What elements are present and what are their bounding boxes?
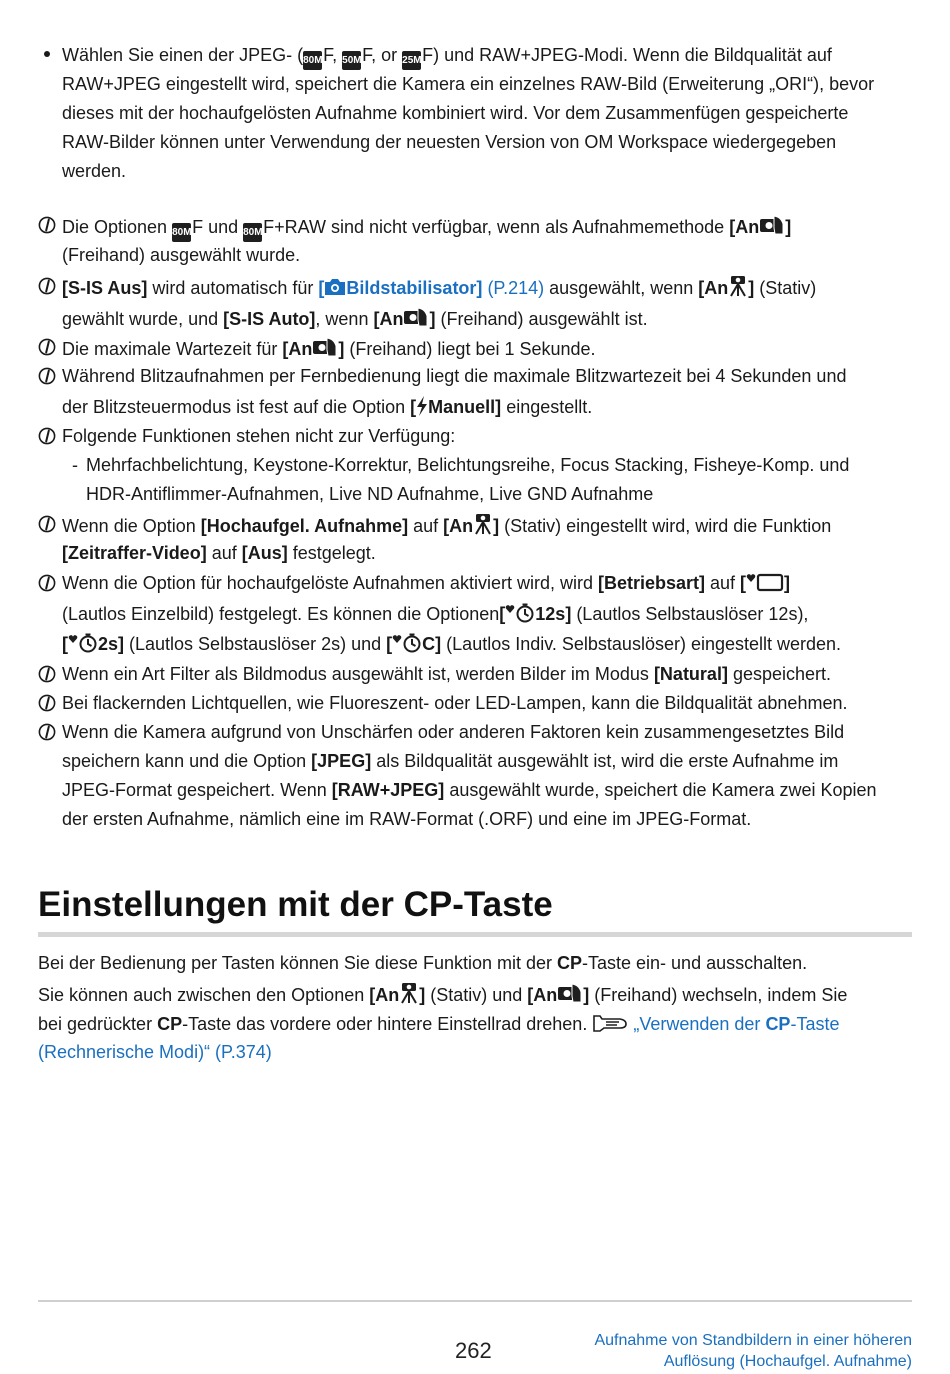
note-icon bbox=[38, 515, 56, 533]
note-icon bbox=[38, 367, 56, 385]
text: Wählen Sie einen der JPEG- ( bbox=[62, 45, 304, 65]
text: ] bbox=[338, 339, 345, 359]
text: eingestellt. bbox=[501, 397, 593, 417]
reference-hand-icon bbox=[592, 1013, 628, 1033]
text: (Stativ) bbox=[754, 278, 817, 298]
chapter-link[interactable] bbox=[594, 1330, 912, 1372]
bullet-line: RAW+JPEG eingestellt wird, speichert die Kamera ein einzelnes RAW-Bild (Erweiterung „ORI“), bevor bbox=[62, 74, 875, 94]
heading-rule bbox=[38, 932, 912, 937]
handheld-icon bbox=[557, 982, 583, 1004]
handheld-icon bbox=[403, 306, 429, 328]
an-label: [An bbox=[729, 217, 760, 237]
text: [Betriebsart] bbox=[597, 573, 705, 593]
silent-heart-icon bbox=[505, 604, 515, 614]
text: ] bbox=[748, 278, 755, 298]
cp-label: CP bbox=[557, 953, 583, 973]
bullet-line: werden. bbox=[62, 161, 127, 181]
an-label: [An bbox=[282, 339, 313, 359]
text: [JPEG] bbox=[311, 751, 372, 771]
note-icon bbox=[38, 427, 56, 445]
note-icon bbox=[38, 723, 56, 741]
text: [RAW+JPEG] bbox=[331, 780, 445, 800]
an-label: [An bbox=[527, 985, 558, 1005]
note-line: Mehrfachbelichtung, Keystone-Korrektur, Belichtungsreihe, Focus Stacking, Fisheye-Komp. und bbox=[86, 455, 850, 475]
image-size-50m-icon: 50M bbox=[342, 51, 361, 70]
note-icon bbox=[38, 694, 56, 712]
image-size-25m-icon: 25M bbox=[402, 51, 421, 70]
text: C] bbox=[422, 634, 442, 654]
text: (Stativ) eingestellt wird, wird die Funktion bbox=[499, 516, 832, 536]
flash-icon bbox=[416, 396, 428, 416]
camera-icon[interactable] bbox=[324, 277, 346, 297]
text: wird automatisch für bbox=[147, 278, 319, 298]
note-icon bbox=[38, 338, 56, 356]
text: ] bbox=[784, 573, 791, 593]
text: -Taste das vordere oder hintere Einstellrad drehen. bbox=[182, 1014, 593, 1034]
page-number: 262 bbox=[455, 1338, 492, 1363]
image-size-80m-icon: 80M bbox=[303, 51, 322, 70]
note-line bbox=[62, 633, 841, 657]
tripod-icon bbox=[728, 275, 748, 297]
text: (Freihand) wechseln, indem Sie bbox=[589, 985, 848, 1005]
text: Wenn ein Art Filter als Bildmodus ausgewählt ist, werden Bilder im Modus bbox=[62, 664, 654, 684]
text: F, or bbox=[362, 45, 403, 65]
self-timer-icon bbox=[402, 633, 422, 653]
note-line bbox=[62, 275, 816, 299]
text: gespeichert. bbox=[727, 664, 832, 684]
text: bei gedrückter bbox=[38, 1014, 158, 1034]
text: speichern kann und die Option bbox=[62, 751, 312, 771]
text: ] bbox=[429, 309, 436, 329]
text: F+RAW sind nicht verfügbar, wenn als Aufnahmemethode bbox=[263, 217, 730, 237]
note-line: Während Blitzaufnahmen per Fernbedienung liegt die maximale Blitzwartezeit bei 4 Sekunden und bbox=[62, 366, 847, 386]
text: (Lautlos Selbstauslöser 12s), bbox=[571, 604, 809, 624]
silent-heart-icon bbox=[68, 634, 78, 644]
note-line bbox=[62, 396, 592, 420]
text: Bei der Bedienung per Tasten können Sie diese Funktion mit der bbox=[38, 953, 557, 973]
text: (Lautlos Indiv. Selbstauslöser) eingestellt werden. bbox=[441, 634, 842, 654]
bullet-line: dieses mit der hochaufgelösten Aufnahme kombiniert wird. Vor dem Zusammenfügen gespeicherte bbox=[62, 103, 849, 123]
note-line: Wenn die Kamera aufgrund von Unschärfen oder anderen Faktoren kein zusammengesetztes Bild bbox=[62, 722, 845, 742]
text: ausgewählt, wenn bbox=[544, 278, 699, 298]
image-size-80m-icon: 80M bbox=[172, 223, 191, 242]
cp-label: CP bbox=[157, 1014, 183, 1034]
bullet-line bbox=[62, 44, 832, 68]
text: auf bbox=[206, 543, 242, 563]
text: [ bbox=[62, 634, 68, 654]
text: F, bbox=[323, 45, 343, 65]
note-line: (Freihand) ausgewählt wurde. bbox=[62, 245, 301, 265]
text: Wenn die Option für hochaufgelöste Aufnahmen aktiviert wird, wird bbox=[62, 573, 598, 593]
text: [S-IS Aus] bbox=[62, 278, 148, 298]
text: gewählt wurde, und bbox=[62, 309, 224, 329]
image-size-80m-icon: 80M bbox=[243, 223, 262, 242]
note-line: Bei flackernden Lichtquellen, wie Fluoreszent- oder LED-Lampen, kann die Bildqualität abnehmen. bbox=[62, 693, 848, 713]
self-timer-icon bbox=[515, 603, 535, 623]
note-line: Folgende Funktionen stehen nicht zur Verfügung: bbox=[62, 426, 456, 446]
note-line bbox=[62, 603, 808, 627]
text: ] bbox=[419, 985, 426, 1005]
note-line bbox=[62, 779, 877, 803]
text: Die Optionen bbox=[62, 217, 173, 237]
link-page-374[interactable]: (Rechnerische Modi)“ (P.374) bbox=[38, 1042, 272, 1062]
text: Manuell] bbox=[428, 397, 502, 417]
text: [ bbox=[386, 634, 393, 654]
note-icon bbox=[38, 277, 56, 295]
text: der Blitzsteuermodus ist fest auf die Option bbox=[62, 397, 411, 417]
footer-rule bbox=[38, 1300, 912, 1302]
handheld-icon bbox=[312, 336, 338, 358]
section-line bbox=[38, 1013, 839, 1037]
self-timer-icon bbox=[78, 633, 98, 653]
text: , wenn bbox=[315, 309, 374, 329]
link-cp[interactable]: CP bbox=[765, 1014, 791, 1034]
text: [ bbox=[410, 397, 417, 417]
silent-heart-icon bbox=[746, 573, 756, 583]
text: [Natural] bbox=[653, 664, 728, 684]
link-verwenden[interactable]: „Verwenden der bbox=[633, 1014, 766, 1034]
tripod-icon bbox=[473, 513, 493, 535]
text: [S-IS Auto] bbox=[223, 309, 316, 329]
note-line bbox=[62, 306, 648, 330]
text: auf bbox=[705, 573, 741, 593]
text: (Stativ) und bbox=[425, 985, 528, 1005]
text: auf bbox=[408, 516, 444, 536]
note-icon bbox=[38, 574, 56, 592]
text: als Bildqualität ausgewählt ist, wird die erste Aufnahme im bbox=[371, 751, 839, 771]
an-label: [An bbox=[698, 278, 729, 298]
single-frame-icon bbox=[756, 572, 784, 592]
text: F und bbox=[192, 217, 244, 237]
note-line bbox=[62, 663, 831, 687]
note-line bbox=[62, 750, 838, 774]
link-bracket[interactable]: [ bbox=[318, 278, 325, 298]
text: [Aus] bbox=[241, 543, 288, 563]
bullet-dot bbox=[44, 51, 50, 57]
text: -Taste ein- und ausschalten. bbox=[582, 953, 808, 973]
text: festgelegt. bbox=[287, 543, 376, 563]
text: 2s] bbox=[98, 634, 125, 654]
an-label: [An bbox=[373, 309, 404, 329]
an-label: [An bbox=[443, 516, 474, 536]
note-icon bbox=[38, 216, 56, 234]
bullet-line: RAW-Bilder können unter Verwendung der neuesten Version von OM Workspace wiedergegeben bbox=[62, 132, 837, 152]
text: (Freihand) liegt bei 1 Sekunde. bbox=[344, 339, 596, 359]
text: Wenn die Option bbox=[62, 516, 201, 536]
text: [ bbox=[740, 573, 747, 593]
text: [ bbox=[499, 604, 506, 624]
link-taste[interactable]: -Taste bbox=[790, 1014, 840, 1034]
text: Die maximale Wartezeit für bbox=[62, 339, 283, 359]
chapter-line[interactable]: Aufnahme von Standbildern in einer höheren bbox=[594, 1332, 912, 1349]
note-icon bbox=[38, 665, 56, 683]
handheld-icon bbox=[759, 214, 785, 236]
note-line bbox=[62, 214, 791, 238]
dash-marker: - bbox=[72, 455, 78, 475]
note-line bbox=[62, 513, 831, 537]
text: JPEG-Format gespeichert. Wenn bbox=[62, 780, 332, 800]
text: Sie können auch zwischen den Optionen bbox=[38, 985, 370, 1005]
note-line: der ersten Aufnahme, nämlich eine im RAW-Format (.ORF) und eine im JPEG-Format. bbox=[62, 809, 752, 829]
section-heading: Einstellungen mit der CP-Taste bbox=[38, 885, 553, 924]
link-page-214[interactable]: (P.214) bbox=[482, 278, 545, 298]
text: (Lautlos Einzelbild) festgelegt. Es können die Optionen bbox=[62, 604, 500, 624]
an-label: [An bbox=[369, 985, 400, 1005]
text: 12s] bbox=[535, 604, 572, 624]
text: ] bbox=[785, 217, 792, 237]
text: [Hochaufgel. Aufnahme] bbox=[200, 516, 409, 536]
section-line bbox=[38, 952, 807, 976]
link-bildstabilisator[interactable]: Bildstabilisator] bbox=[346, 278, 483, 298]
note-line bbox=[62, 542, 376, 566]
section-line bbox=[38, 982, 847, 1006]
note-line bbox=[62, 336, 596, 360]
text: ] bbox=[583, 985, 590, 1005]
text: F) und RAW+JPEG-Modi. Wenn die Bildqualität auf bbox=[422, 45, 832, 65]
text: [Zeitraffer-Video] bbox=[62, 543, 207, 563]
silent-heart-icon bbox=[392, 634, 402, 644]
note-line bbox=[62, 572, 790, 596]
text: (Freihand) ausgewählt ist. bbox=[435, 309, 648, 329]
text: ] bbox=[493, 516, 500, 536]
text: ausgewählt wurde, speichert die Kamera zwei Kopien bbox=[444, 780, 877, 800]
text: (Lautlos Selbstauslöser 2s) und bbox=[124, 634, 387, 654]
note-line: HDR-Antiflimmer-Aufnahmen, Live ND Aufnahme, Live GND Aufnahme bbox=[86, 484, 654, 504]
tripod-icon bbox=[399, 982, 419, 1004]
chapter-line[interactable]: Auflösung (Hochaufgel. Aufnahme) bbox=[663, 1353, 912, 1370]
